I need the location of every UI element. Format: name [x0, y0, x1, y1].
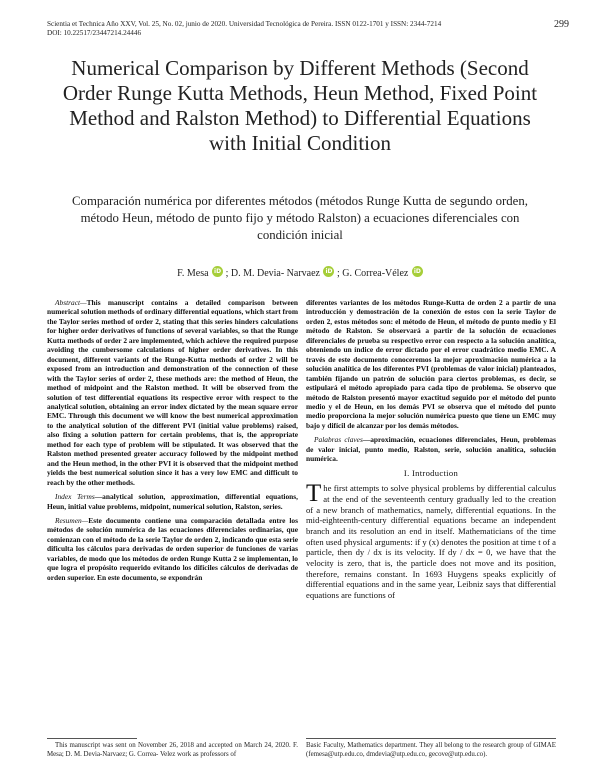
resumen-text: Este documento contiene una comparación detallada entre los métodos de solución numérica de las ecuaciones diferenciales ordinarias, que comienzan con el método de la serie Taylor de orden 2, indicando que esta serie dificulta los cálculos para derivadas de orden superior de funciones de varias variables, de modo que los métodos de orden Runge Kutta 2 se implementan, lo que logra el propósito requerido evitando los difíciles cálculos de derivadas de orden superior. En este documento, se expondrán: [47, 515, 298, 582]
orcid-icon[interactable]: iD: [214, 268, 222, 275]
index-terms-text: —analytical solution, approximation, differential equations, Heun, initial value problems, midpoint, numerical solution, Ralston, series.: [47, 492, 298, 511]
paper-subtitle: Comparación numérica por diferentes métodos (métodos Runge Kutta de segundo orden, método Heun, método de punto fijo y método Ralston) a ecuaciones diferenciales con condición inicial: [72, 194, 528, 242]
paper-title: Numerical Comparison by Different Methods (Second Order Runge Kutta Methods, Heun Method, Fixed Point Method and Ralston Method) to Differential Equations with Initial Condition: [62, 56, 538, 155]
footnote-left: This manuscript was sent on November 26, 2018 and accepted on March 24, 2020. F. Mesa; D. M. Devia-Narvaez; G. Correa- Velez work as professors of: [47, 742, 298, 758]
section-heading-introduction: I. Introduction: [403, 467, 459, 478]
orcid-icon[interactable]: iD: [325, 268, 333, 275]
footnote-rule-right: [306, 738, 556, 739]
author-mesa: F. Mesa: [177, 268, 209, 279]
left-column: [47, 298, 298, 587]
resumen-continuation: diferentes variantes de los métodos Runge-Kutta de orden 2 a partir de una introducción y demostración de la conexión de estos con la serie Taylor de orden 2, estos métodos son: el método de Heun, el método de punto medio y El método de Ralston. Se observará a partir de la solución de ecuaciones diferenciales de prueba su respectivo error con respecto a la solución analítica, obteniendo un índice de error dictado por el error cuadrático medio EMC. A través de este documento conoceremos la mejor aproximación numérica a la solución analítica de los diferentes PVI (problemas de valor inicial) planteados, también fijando un patrón de solución para ciertos problemas, es decir, se estipulará el método apropiado para cada tipo de problema. Se observo que método de Ralston presentó mayor exactitud seguido por el método del punto medio y el de Heun, en los demás PVI se observa que el método del punto medio proporciona la mejor solución numérica puesto que tiene un EMC muy bajo y difícil de alcanzar por los demás métodos.: [306, 298, 556, 430]
palabras-clave-label: Palabras claves: [314, 435, 363, 445]
journal-header: [47, 20, 517, 38]
palabras-clave-text: —aproximación, ecuaciones diferenciales, Heun, problemas de valor inicial, punto medio, Ralston, serie, solución analítica, solución numérica.: [306, 435, 556, 464]
abstract-label: Abstract—: [55, 298, 87, 307]
doi-line: DOI: 10.22517/23447214.24446: [47, 29, 142, 37]
resumen-paragraph: [47, 516, 298, 582]
orcid-icon[interactable]: iD: [413, 268, 421, 275]
abstract-text: This manuscript contains a detailed comparison between numerical solution methods of ordinary differential equations, which start from the Taylor series method of order 2, stating that this series hinders calculations for higher order derivatives of functions of several variables, so that the Runge Kutta methods of order 2 are implemented, which achieve the required purpose avoiding the cumbersome calculations of higher order derivatives. In this document, different variants of the Runge-Kutta methods of order 2 will be exposed from an introduction and demonstration of the connection of these with the Taylor series of order 2, these methods are: the method of Heun, the method of midpoint and the Ralston method. It will be observed from the solution of test differential equations its respective error with respect to the analytical solution, obtaining an error index dictated by the mean square error EMC. Through this document we will know the best numerical approximation to the analytical solution of the different PVI (initial value problems) raised, also fixing a solution pattern for certain problems, that is, the appropriate method for each type of problem will be stipulated. It was observed that the Ralston method presented greater accuracy followed by the midpoint method and the Heun method, in the other PVI it is observed that the midpoint method yields the best numerical solution since it has a very low EMC and difficult to reach by the other methods.: [47, 298, 299, 487]
introduction-text: he first attempts to solve physical problems by differential calculus at the end of the seventeenth century gradually led to the creation of a new branch of mathematics, namely, differential equations. In the mid-eighteenth-century differential equations became an independent branch and its resolution an end in itself. Mathematicians of the time often used physical arguments: if y (x) denotes the position at time t of a particle, then dy / dx is its velocity. If dy / dx = 0, we have that the velocity is zero, that is, the particle does not move and its position, therefore, remains constant. In 1693 Huygens speaks explicitly of differential equations and in the same year, Leibniz says that differential equations are functions of: [306, 483, 556, 601]
footnote-rule-left: [47, 738, 137, 739]
author-line: [140, 266, 460, 281]
page-number: 299: [554, 19, 569, 30]
abstract-paragraph: [47, 298, 298, 487]
index-terms-paragraph: [47, 492, 298, 511]
author-devia: ; D. M. Devia- Narvaez: [225, 268, 320, 279]
drop-cap: T: [306, 480, 322, 508]
author-correa: ; G. Correa-Vélez: [336, 268, 409, 279]
index-terms-label: Index Terms: [55, 492, 95, 502]
right-column: [306, 298, 556, 606]
palabras-clave-paragraph: [306, 435, 556, 463]
footnote-right: Basic Faculty, Mathematics department. They all belong to the research group of GIMAE (femesa@utp.edu.co, dmdevia@utp.edu.co, gecove@utp.edu.co).: [306, 742, 556, 758]
resumen-label: Resumen—: [55, 515, 89, 525]
introduction-paragraph: [306, 480, 556, 601]
journal-line: Scientia et Technica Año XXV, Vol. 25, No. 02, junio de 2020. Universidad Tecnológica de Pereira. ISSN 0122-1701 y ISSN: 2344-7214: [47, 20, 442, 28]
